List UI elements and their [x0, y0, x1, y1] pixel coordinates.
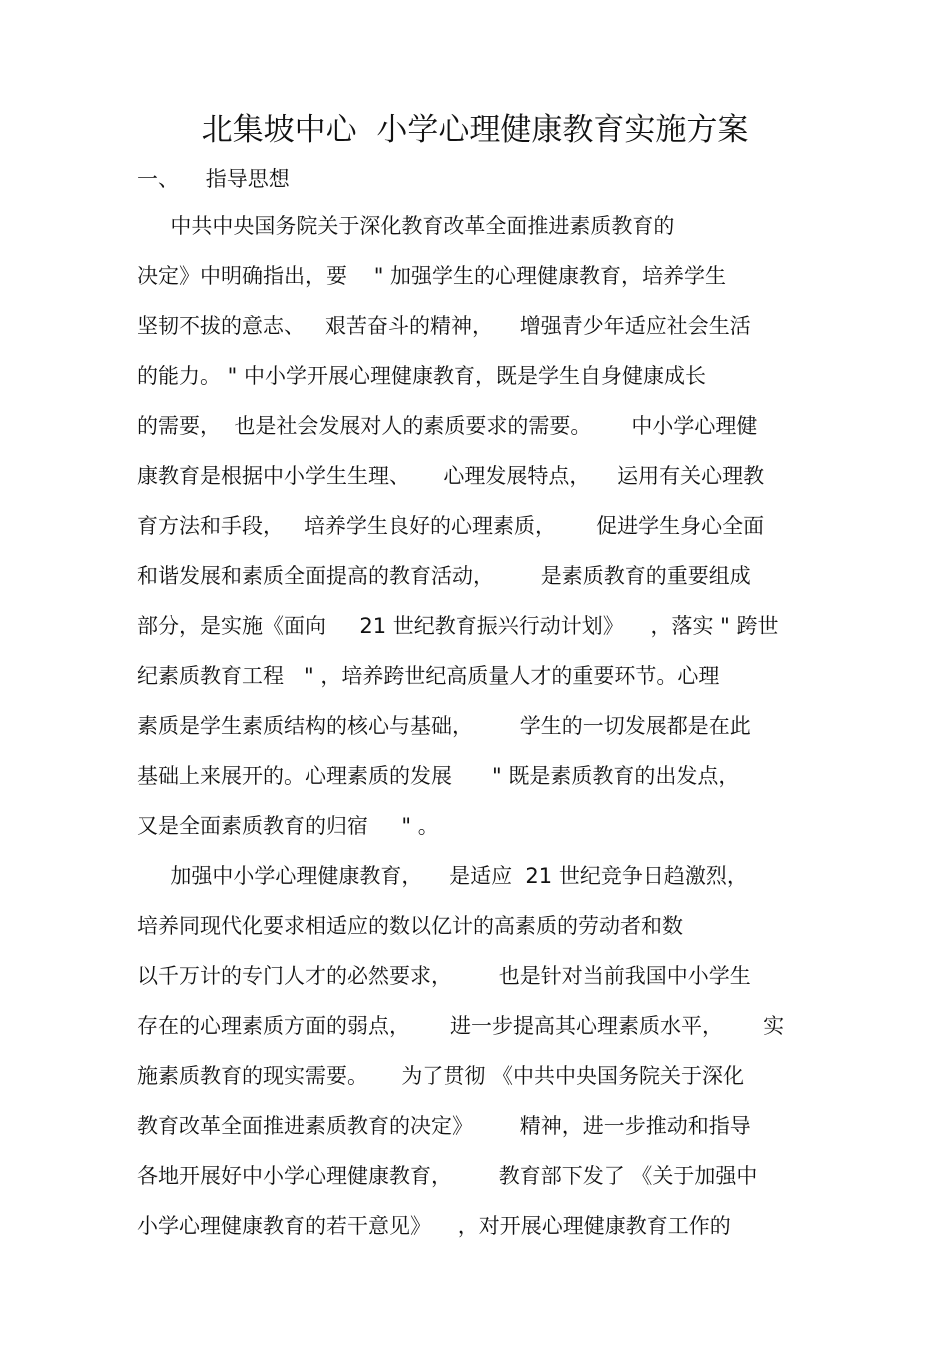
paragraph-line: 决定》中明确指出，要 " 加强学生的心理健康教育，培养学生: [137, 264, 727, 288]
paragraph-line: 存在的心理素质方面的弱点， 进一步提高其心理素质水平， 实: [137, 1014, 785, 1038]
section-heading: 一、 指导思想: [137, 167, 290, 191]
paragraph-line: 部分，是实施《面向 21 世纪教育振兴行动计划》 ，落实 " 跨世: [137, 614, 779, 638]
paragraph-line: 和谐发展和素质全面提高的教育活动， 是素质教育的重要组成: [137, 564, 751, 588]
document-title: 北集坡中心 小学心理健康教育实施方案: [201, 112, 749, 148]
paragraph-line: 基础上来展开的。心理素质的发展 " 既是素质教育的出发点，: [137, 764, 740, 788]
paragraph-line: 教育改革全面推进素质教育的决定》 精神，进一步推动和指导: [137, 1114, 751, 1138]
paragraph-line: 小学心理健康教育的若干意见》 ，对开展心理健康教育工作的: [137, 1214, 731, 1238]
paragraph-line: 加强中小学心理健康教育， 是适应 21 世纪竞争日趋激烈，: [137, 864, 748, 888]
paragraph-line: 纪素质教育工程 " ，培养跨世纪高质量人才的重要环节。心理: [137, 664, 720, 688]
paragraph-line: 素质是学生素质结构的核心与基础， 学生的一切发展都是在此: [137, 714, 751, 738]
paragraph-line: 的能力。 " 中小学开展心理健康教育，既是学生自身健康成长: [137, 364, 707, 388]
paragraph-line: 以千万计的专门人才的必然要求， 也是针对当前我国中小学生: [137, 964, 751, 988]
paragraph-line: 坚韧不拔的意志、 艰苦奋斗的精神， 增强青少年适应社会生活: [137, 314, 751, 338]
paragraph-line: 的需要， 也是社会发展对人的素质要求的需要。 中小学心理健: [137, 414, 758, 438]
paragraph-line: 中共中央国务院关于深化教育改革全面推进素质教育的: [137, 214, 675, 238]
paragraph-line: 各地开展好中小学心理健康教育， 教育部下发了 《关于加强中: [137, 1164, 758, 1188]
paragraph-line: 培养同现代化要求相适应的数以亿计的高素质的劳动者和数: [137, 914, 683, 938]
paragraph-line: 康教育是根据中小学生生理、 心理发展特点， 运用有关心理教: [137, 464, 765, 488]
paragraph-line: 又是全面素质教育的归宿 " 。: [137, 814, 439, 838]
paragraph-line: 施素质教育的现实需要。 为了贯彻 《中共中央国务院关于深化: [137, 1064, 745, 1088]
paragraph-line: 育方法和手段， 培养学生良好的心理素质， 促进学生身心全面: [137, 514, 765, 538]
